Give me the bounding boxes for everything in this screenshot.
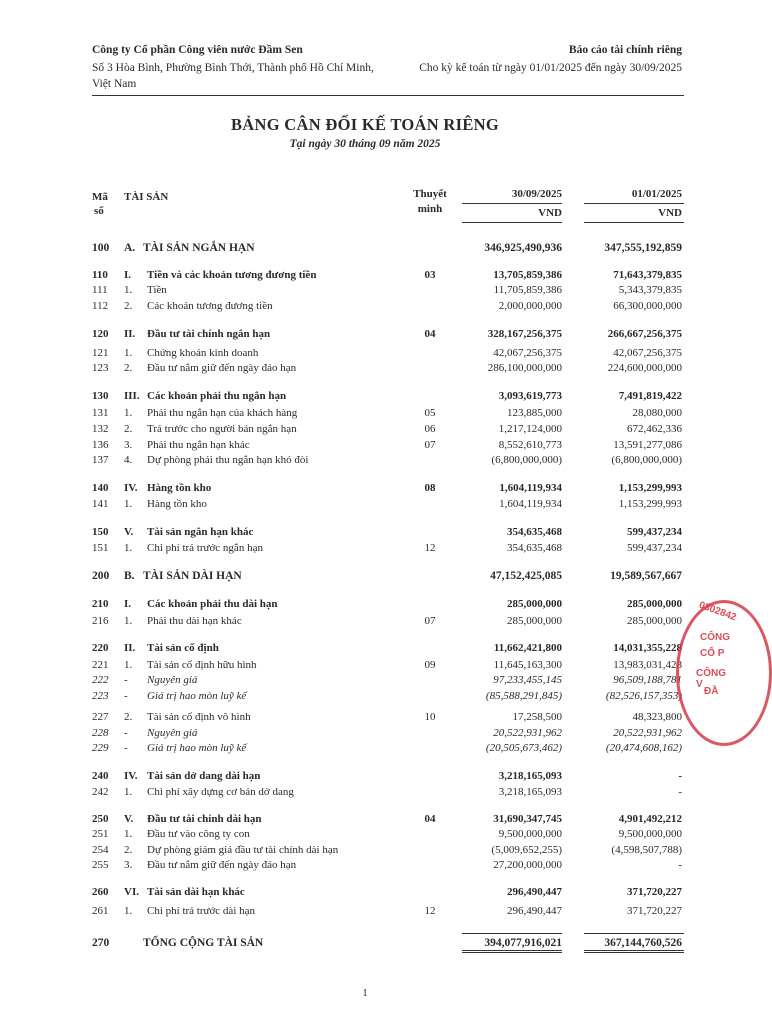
- row-note: 05: [424, 407, 436, 419]
- row-index: 1.: [124, 542, 133, 554]
- row-note: 10: [424, 711, 436, 723]
- row-index: IV.: [124, 770, 138, 782]
- row-code: 100: [92, 242, 110, 254]
- col-date2-header: 01/01/2025: [631, 188, 682, 200]
- row-value-2025-09-30: 47,152,425,085: [490, 570, 562, 582]
- table-row: [0, 438, 730, 452]
- row-note: 04: [424, 328, 436, 340]
- row-label: TỔNG CỘNG TÀI SẢN: [143, 937, 264, 949]
- col-unit2-rule: [584, 222, 684, 223]
- table-row: [0, 858, 730, 872]
- row-code: 223: [92, 690, 109, 702]
- seal-text-4: ĐẦ: [704, 686, 719, 697]
- row-value-2025-01-01: 96,509,188,781: [613, 674, 682, 686]
- row-value-2025-09-30: 296,490,447: [507, 886, 562, 898]
- row-index: B.: [124, 570, 135, 582]
- row-index: 2.: [124, 423, 133, 435]
- row-label: Tiền và các khoản tương đương tiền: [147, 269, 317, 281]
- table-row: [0, 406, 730, 420]
- row-value-2025-09-30: (20,505,673,462): [485, 742, 562, 754]
- row-value-2025-09-30: 346,925,490,936: [484, 242, 562, 254]
- row-value-2025-01-01: 672,462,336: [627, 423, 682, 435]
- row-index: VI.: [124, 886, 139, 898]
- row-label: Tiền: [147, 284, 167, 296]
- page-title: BẢNG CÂN ĐỐI KẾ TOÁN RIÊNG: [230, 115, 500, 134]
- col-date1-header: 30/09/2025: [511, 188, 562, 200]
- row-value-2025-01-01: 285,000,000: [627, 615, 682, 627]
- table-row: [0, 327, 730, 341]
- table-row: [0, 346, 730, 360]
- row-label: Hàng tồn kho: [147, 482, 212, 494]
- table-row: [0, 769, 730, 783]
- row-code: 242: [92, 786, 109, 798]
- total-rule-bottom-1b: [462, 952, 562, 953]
- seal-text-id: 0302842: [697, 599, 738, 624]
- row-code: 222: [92, 674, 109, 686]
- row-value-2025-09-30: 286,100,000,000: [487, 362, 562, 374]
- row-index: 1.: [124, 407, 133, 419]
- row-code: 216: [92, 615, 109, 627]
- row-code: 136: [92, 439, 109, 451]
- table-row: [0, 936, 730, 950]
- row-label: Tài sản cố định vô hình: [147, 711, 251, 723]
- row-value-2025-09-30: 13,705,859,386: [493, 269, 562, 281]
- row-value-2025-01-01: 7,491,819,422: [618, 390, 682, 402]
- row-label: Giá trị hao mòn luỹ kế: [147, 690, 247, 702]
- row-value-2025-01-01: 19,589,567,667: [610, 570, 682, 582]
- row-value-2025-09-30: 20,522,931,962: [493, 727, 562, 739]
- row-note: 07: [424, 439, 436, 451]
- col-unit1-rule: [462, 222, 562, 223]
- row-code: 220: [92, 642, 109, 654]
- seal-text-3: CÔNG V: [696, 668, 726, 690]
- header-rule: [92, 95, 684, 96]
- row-index: 1.: [124, 786, 133, 798]
- row-value-2025-01-01: 367,144,760,526: [604, 937, 682, 949]
- row-index: II.: [124, 328, 136, 340]
- table-row: [0, 481, 730, 495]
- row-value-2025-09-30: 8,552,610,773: [498, 439, 562, 451]
- row-code: 210: [92, 598, 109, 610]
- row-label: TÀI SẢN DÀI HẠN: [143, 570, 242, 582]
- row-value-2025-01-01: 13,983,031,428: [613, 659, 682, 671]
- row-index: II.: [124, 642, 136, 654]
- row-code: 251: [92, 828, 109, 840]
- row-value-2025-01-01: 14,031,355,228: [613, 642, 682, 654]
- table-row: [0, 299, 730, 313]
- report-type: Báo cáo tài chính riêng: [568, 44, 682, 56]
- row-index: -: [124, 742, 128, 754]
- row-value-2025-09-30: 11,705,859,386: [493, 284, 562, 296]
- row-code: 123: [92, 362, 109, 374]
- table-row: [0, 614, 730, 628]
- total-rule-top-2: [584, 933, 684, 934]
- row-index: 2.: [124, 300, 133, 312]
- row-label: Các khoản phải thu ngắn hạn: [147, 390, 287, 402]
- row-value-2025-01-01: -: [678, 770, 682, 782]
- table-row: [0, 827, 730, 841]
- row-label: Đầu tư tài chính ngắn hạn: [147, 328, 271, 340]
- row-index: 2.: [124, 844, 133, 856]
- table-row: [0, 389, 730, 403]
- row-value-2025-09-30: 296,490,447: [507, 905, 562, 917]
- row-label: Giá trị hao mòn luỹ kế: [147, 742, 247, 754]
- row-label: Chứng khoán kinh doanh: [147, 347, 259, 359]
- row-value-2025-09-30: 1,604,119,934: [499, 482, 562, 494]
- table-row: [0, 885, 730, 899]
- table-row: [0, 569, 730, 583]
- row-value-2025-01-01: 71,643,379,835: [613, 269, 682, 281]
- row-value-2025-01-01: 266,667,256,375: [607, 328, 682, 340]
- row-value-2025-01-01: 28,080,000: [632, 407, 682, 419]
- row-index: 1.: [124, 615, 133, 627]
- table-row: [0, 710, 730, 724]
- row-code: 111: [92, 284, 108, 296]
- row-code: 130: [92, 390, 109, 402]
- total-rule-bottom-2: [584, 950, 684, 951]
- row-value-2025-01-01: 371,720,227: [627, 905, 682, 917]
- table-row: [0, 541, 730, 555]
- row-code: 221: [92, 659, 109, 671]
- row-label: Tài sản cố định: [147, 642, 219, 654]
- row-value-2025-09-30: 17,258,500: [512, 711, 562, 723]
- row-index: III.: [124, 390, 140, 402]
- company-address: Số 3 Hòa Bình, Phường Bình Thới, Thành phố Hồ Chí Minh,: [92, 62, 374, 74]
- row-label: Các khoản phải thu dài hạn: [147, 598, 278, 610]
- row-code: 254: [92, 844, 109, 856]
- row-label: Chi phí trả trước dài hạn: [147, 905, 256, 917]
- row-label: Nguyên giá: [147, 727, 198, 739]
- row-label: Phải thu ngắn hạn khác: [147, 439, 250, 451]
- row-note: 12: [424, 542, 436, 554]
- row-code: 120: [92, 328, 109, 340]
- row-label: Đầu tư nắm giữ đến ngày đáo hạn: [147, 362, 297, 374]
- table-row: [0, 741, 730, 755]
- row-value-2025-01-01: 285,000,000: [627, 598, 682, 610]
- row-label: Đầu tư tài chính dài hạn: [147, 813, 262, 825]
- row-value-2025-01-01: 5,343,379,835: [618, 284, 682, 296]
- row-value-2025-01-01: 9,500,000,000: [618, 828, 682, 840]
- row-note: 04: [424, 813, 436, 825]
- row-value-2025-01-01: 42,067,256,375: [613, 347, 682, 359]
- row-index: -: [124, 674, 128, 686]
- row-value-2025-09-30: (85,588,291,845): [485, 690, 562, 702]
- row-code: 260: [92, 886, 109, 898]
- row-code: 270: [92, 937, 110, 949]
- row-value-2025-09-30: 31,690,347,745: [493, 813, 562, 825]
- row-value-2025-01-01: 66,300,000,000: [613, 300, 682, 312]
- row-index: -: [124, 690, 128, 702]
- row-note: 09: [424, 659, 436, 671]
- row-index: 1.: [124, 284, 133, 296]
- row-value-2025-01-01: -: [678, 786, 682, 798]
- table-row: [0, 673, 730, 687]
- row-value-2025-09-30: 354,635,468: [507, 526, 562, 538]
- row-code: 121: [92, 347, 109, 359]
- row-code: 141: [92, 498, 109, 510]
- row-index: 4.: [124, 454, 133, 466]
- row-index: 3.: [124, 859, 133, 871]
- row-code: 227: [92, 711, 109, 723]
- row-value-2025-01-01: 1,153,299,993: [618, 482, 682, 494]
- row-label: Hàng tồn kho: [147, 498, 207, 510]
- row-label: Tài sản ngắn hạn khác: [147, 526, 254, 538]
- row-value-2025-09-30: 42,067,256,375: [493, 347, 562, 359]
- col-code-header: Mã: [92, 191, 108, 203]
- row-value-2025-09-30: 11,645,163,300: [493, 659, 562, 671]
- row-code: 228: [92, 727, 109, 739]
- col-unit1-header: VND: [538, 207, 562, 219]
- total-rule-top-1: [462, 933, 562, 934]
- row-index: 3.: [124, 439, 133, 451]
- row-code: 229: [92, 742, 109, 754]
- company-name: Công ty Cổ phần Công viên nước Đầm Sen: [92, 44, 303, 56]
- row-code: 261: [92, 905, 109, 917]
- row-value-2025-01-01: 347,555,192,859: [604, 242, 682, 254]
- row-label: Tài sản cố định hữu hình: [147, 659, 257, 671]
- row-label: Đầu tư nắm giữ đến ngày đáo hạn: [147, 859, 297, 871]
- table-row: [0, 241, 730, 255]
- row-value-2025-09-30: 2,000,000,000: [498, 300, 562, 312]
- row-value-2025-01-01: (6,800,000,000): [611, 454, 682, 466]
- row-label: Chi phí trả trước ngắn hạn: [147, 542, 263, 554]
- row-label: Tài sản dài hạn khác: [147, 886, 245, 898]
- row-index: 2.: [124, 362, 133, 374]
- total-rule-bottom-2b: [584, 952, 684, 953]
- row-value-2025-09-30: 328,167,256,375: [487, 328, 562, 340]
- table-row: [0, 785, 730, 799]
- row-value-2025-09-30: (5,009,652,255): [491, 844, 562, 856]
- row-index: I.: [124, 598, 132, 610]
- table-row: [0, 658, 730, 672]
- row-code: 151: [92, 542, 109, 554]
- table-row: [0, 812, 730, 826]
- table-row: [0, 689, 730, 703]
- row-code: 112: [92, 300, 109, 312]
- row-value-2025-09-30: 3,218,165,093: [498, 770, 562, 782]
- row-value-2025-01-01: 48,323,800: [632, 711, 682, 723]
- row-label: Các khoản tương đương tiền: [147, 300, 273, 312]
- row-label: Phải thu ngắn hạn của khách hàng: [147, 407, 298, 419]
- row-value-2025-01-01: 371,720,227: [627, 886, 682, 898]
- row-value-2025-09-30: 285,000,000: [507, 615, 562, 627]
- col-code-header-2: số: [94, 205, 104, 217]
- page-subtitle: Tại ngày 30 tháng 09 năm 2025: [289, 138, 441, 150]
- col-note-header-2: minh: [417, 203, 443, 215]
- row-value-2025-09-30: 3,218,165,093: [498, 786, 562, 798]
- table-row: [0, 453, 730, 467]
- row-value-2025-01-01: (20,474,608,162): [605, 742, 682, 754]
- row-value-2025-01-01: 4,901,492,212: [618, 813, 682, 825]
- row-index: 2.: [124, 711, 133, 723]
- table-row: [0, 641, 730, 655]
- row-value-2025-01-01: 599,437,234: [627, 526, 682, 538]
- table-row: [0, 597, 730, 611]
- reporting-period: Cho kỳ kế toán từ ngày 01/01/2025 đến ngày 30/09/2025: [419, 62, 682, 74]
- row-code: 240: [92, 770, 109, 782]
- row-value-2025-09-30: 1,604,119,934: [499, 498, 562, 510]
- row-note: 08: [424, 482, 436, 494]
- row-value-2025-01-01: 599,437,234: [627, 542, 682, 554]
- row-value-2025-09-30: 1,217,124,000: [498, 423, 562, 435]
- row-code: 250: [92, 813, 109, 825]
- row-value-2025-09-30: 97,233,455,145: [493, 674, 562, 686]
- row-index: 1.: [124, 347, 133, 359]
- row-index: -: [124, 727, 128, 739]
- row-value-2025-09-30: 394,077,916,021: [484, 937, 562, 949]
- table-row: [0, 268, 730, 282]
- table-row: [0, 726, 730, 740]
- row-index: V.: [124, 813, 134, 825]
- col-note-header: Thuyết: [413, 188, 447, 200]
- row-label: Trả trước cho người bán ngắn hạn: [147, 423, 297, 435]
- table-row: [0, 283, 730, 297]
- row-code: 137: [92, 454, 109, 466]
- row-label: Dự phòng phải thu ngắn hạn khó đòi: [147, 454, 309, 466]
- row-value-2025-09-30: 9,500,000,000: [498, 828, 562, 840]
- row-code: 150: [92, 526, 109, 538]
- row-value-2025-09-30: 3,093,619,773: [498, 390, 562, 402]
- row-note: 03: [424, 269, 436, 281]
- row-value-2025-09-30: 354,635,468: [507, 542, 562, 554]
- row-code: 200: [92, 570, 110, 582]
- row-index: 1.: [124, 905, 133, 917]
- row-code: 140: [92, 482, 109, 494]
- row-label: Nguyên giá: [147, 674, 198, 686]
- table-row: [0, 525, 730, 539]
- row-value-2025-01-01: 224,600,000,000: [607, 362, 682, 374]
- row-note: 07: [424, 615, 436, 627]
- table-row: [0, 422, 730, 436]
- row-value-2025-09-30: 285,000,000: [507, 598, 562, 610]
- seal-text-2: CỔ P: [700, 648, 725, 659]
- row-value-2025-09-30: 123,885,000: [507, 407, 562, 419]
- row-code: 131: [92, 407, 109, 419]
- row-value-2025-09-30: 27,200,000,000: [493, 859, 562, 871]
- table-row: [0, 497, 730, 511]
- row-index: I.: [124, 269, 132, 281]
- row-note: 06: [424, 423, 436, 435]
- row-index: A.: [124, 242, 136, 254]
- company-country: Việt Nam: [92, 78, 137, 90]
- row-value-2025-01-01: (82,526,157,353): [605, 690, 682, 702]
- col-asset-header: TÀI SẢN: [124, 191, 169, 203]
- row-code: 110: [92, 269, 108, 281]
- row-code: 132: [92, 423, 109, 435]
- table-row: [0, 904, 730, 918]
- row-index: IV.: [124, 482, 138, 494]
- row-value-2025-01-01: 13,591,277,086: [613, 439, 682, 451]
- row-value-2025-09-30: 11,662,421,800: [493, 642, 562, 654]
- row-index: 1.: [124, 659, 133, 671]
- row-code: 255: [92, 859, 109, 871]
- col-unit2-header: VND: [658, 207, 682, 219]
- row-label: Chi phí xây dựng cơ bản dở dang: [147, 786, 294, 798]
- table-row: [0, 843, 730, 857]
- row-label: Phải thu dài hạn khác: [147, 615, 242, 627]
- row-label: Đầu tư vào công ty con: [147, 828, 250, 840]
- col-date1-rule: [462, 203, 562, 204]
- row-value-2025-09-30: (6,800,000,000): [491, 454, 562, 466]
- seal-text-1: CÔNG: [700, 632, 730, 643]
- page-number: 1: [362, 987, 368, 999]
- row-label: TÀI SẢN NGẮN HẠN: [143, 242, 255, 254]
- row-value-2025-01-01: 20,522,931,962: [613, 727, 682, 739]
- row-value-2025-01-01: -: [678, 859, 682, 871]
- row-value-2025-01-01: 1,153,299,993: [618, 498, 682, 510]
- total-rule-bottom-1: [462, 950, 562, 951]
- row-label: Dự phòng giảm giá đầu tư tài chính dài hạn: [147, 844, 339, 856]
- row-value-2025-01-01: (4,598,507,788): [611, 844, 682, 856]
- table-row: [0, 361, 730, 375]
- row-index: V.: [124, 526, 134, 538]
- col-date2-rule: [584, 203, 684, 204]
- row-index: 1.: [124, 498, 133, 510]
- row-note: 12: [424, 905, 436, 917]
- row-label: Tài sản dở dang dài hạn: [147, 770, 261, 782]
- row-index: 1.: [124, 828, 133, 840]
